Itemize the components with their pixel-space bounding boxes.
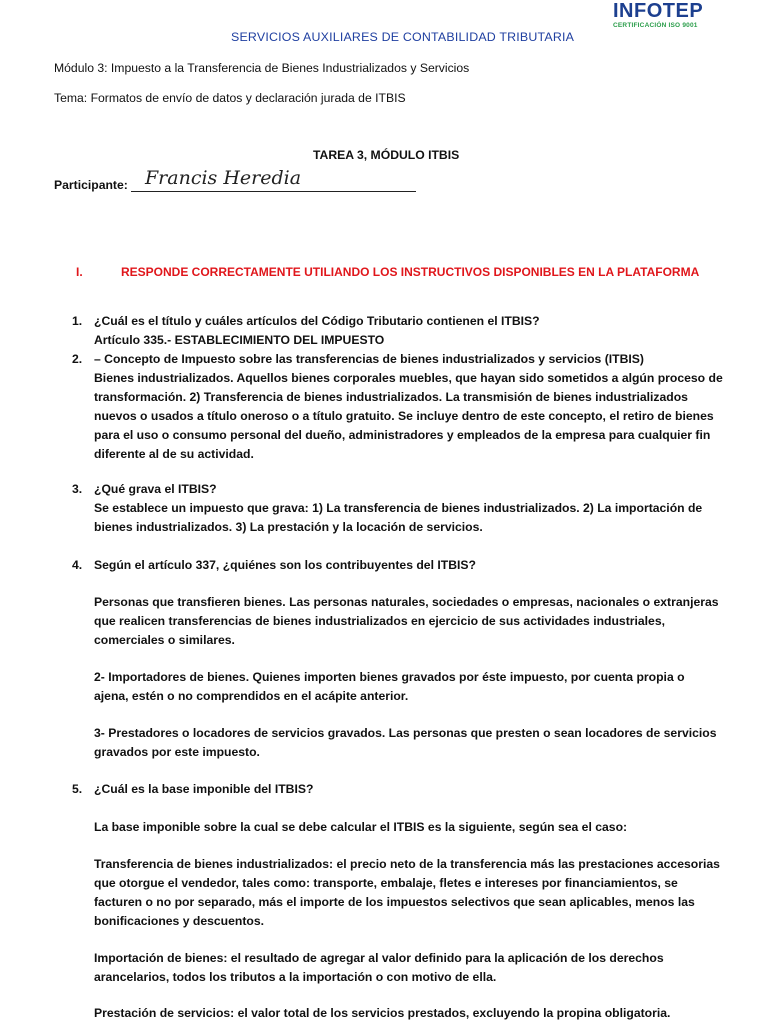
item-number: 1. <box>72 314 83 328</box>
section-title: RESPONDE CORRECTAMENTE UTILIANDO LOS INSTRUCTIVOS DISPONIBLES EN LA PLATAFORMA <box>121 265 700 279</box>
item-line: ¿Cuál es la base imponible del ITBIS? <box>94 782 314 796</box>
item-line: nuevos o usados a título oneroso o a título gratuito. Se incluye dentro de este concepto, el retiro de bienes <box>94 409 714 423</box>
paragraph <box>94 593 719 650</box>
item-line: Se establece un impuesto que grava: 1) La transferencia de bienes industrializados. 2) La importación de <box>94 501 703 515</box>
item-line: bienes industrializados. 3) La prestación y la locación de servicios. <box>94 520 483 534</box>
item-line: bonificaciones y descuentos. <box>94 914 264 928</box>
item-number: 2. <box>72 352 83 366</box>
signature-line <box>131 191 416 192</box>
item-number: 3. <box>72 482 83 496</box>
infotep-logo <box>613 0 703 30</box>
paragraph <box>94 818 627 837</box>
paragraph <box>94 668 685 706</box>
item-line: Personas que transfieren bienes. Las personas naturales, sociedades o empresas, nacionales o extranjeras <box>94 595 719 609</box>
paragraph <box>94 949 664 987</box>
item-line: arancelarios, todos los tributos a la importación o con motivo de ella. <box>94 970 497 984</box>
item-line: Importación de bienes: el resultado de agregar al valor definido para la aplicación de los derechos <box>94 951 664 965</box>
list-item <box>94 350 723 464</box>
item-line: La base imponible sobre la cual se debe calcular el ITBIS es la siguiente, según sea el caso: <box>94 820 628 834</box>
participant-signature: Francis Heredia <box>145 167 302 189</box>
list-item <box>94 312 540 350</box>
list-item <box>94 480 702 537</box>
item-line: ¿Cuál es el título y cuáles artículos del Código Tributario contienen el ITBIS? <box>94 314 540 328</box>
item-line: facturen o no por separado, más el importe de los impuestos selectivos que sean aplicables, menos las <box>94 895 695 909</box>
item-line: que otorgue el vendedor, tales como: transporte, embalaje, fletes e intereses por financiamientos, se <box>94 876 678 890</box>
item-line: Prestación de servicios: el valor total de los servicios prestados, excluyendo la propina obligatoria. <box>94 1006 671 1020</box>
section-numeral: I. <box>76 265 83 279</box>
course-title: SERVICIOS AUXILIARES DE CONTABILIDAD TRIBUTARIA <box>231 30 575 44</box>
paragraph <box>94 724 717 762</box>
item-line: 3- Prestadores o locadores de servicios gravados. Las personas que presten o sean locadores de servicios <box>94 726 717 740</box>
list-item <box>94 780 313 799</box>
item-line: que realicen transferencias de bienes industrializados en ejercicio de sus actividades industriales, <box>94 614 666 628</box>
logo-brand: INFOTEP <box>613 0 704 22</box>
item-line: transformación. 2) Transferencia de bienes industrializados. La transmisión de bienes industrializados <box>94 390 688 404</box>
task-title: TAREA 3, MÓDULO ITBIS <box>313 148 460 162</box>
item-line: comerciales o similares. <box>94 633 235 647</box>
module-line: Módulo 3: Impuesto a la Transferencia de Bienes Industrializados y Servicios <box>54 61 470 75</box>
logo-cert: CERTIFICACIÓN ISO 9001 <box>613 22 698 29</box>
item-number: 5. <box>72 782 83 796</box>
list-item <box>94 556 476 575</box>
item-line: ajena, estén o no comprendidos en el acápite anterior. <box>94 689 409 703</box>
item-line: – Concepto de Impuesto sobre las transferencias de bienes industrializados y servicios (ITBIS) <box>94 352 644 366</box>
paragraph <box>94 1004 670 1023</box>
paragraph <box>94 855 720 931</box>
item-line: gravados por este impuesto. <box>94 745 260 759</box>
item-line: diferente al de su actividad. <box>94 447 254 461</box>
item-line: Artículo 335.- ESTABLECIMIENTO DEL IMPUESTO <box>94 333 385 347</box>
item-line: 2- Importadores de bienes. Quienes importen bienes gravados por éste impuesto, por cuenta propia o <box>94 670 685 684</box>
item-line: Bienes industrializados. Aquellos bienes corporales muebles, que hayan sido sometidos a algún proceso de <box>94 371 723 385</box>
item-line: Según el artículo 337, ¿quiénes son los contribuyentes del ITBIS? <box>94 558 476 572</box>
item-line: Transferencia de bienes industrializados: el precio neto de la transferencia más las prestaciones accesorias <box>94 857 720 871</box>
topic-line: Tema: Formatos de envío de datos y declaración jurada de ITBIS <box>54 91 406 105</box>
item-number: 4. <box>72 558 83 572</box>
item-line: ¿Qué grava el ITBIS? <box>94 482 217 496</box>
participant-label: Participante: <box>54 178 128 192</box>
item-line: para el uso o consumo personal del dueño, administradores y empleados de la empresa para cualquier fin <box>94 428 711 442</box>
